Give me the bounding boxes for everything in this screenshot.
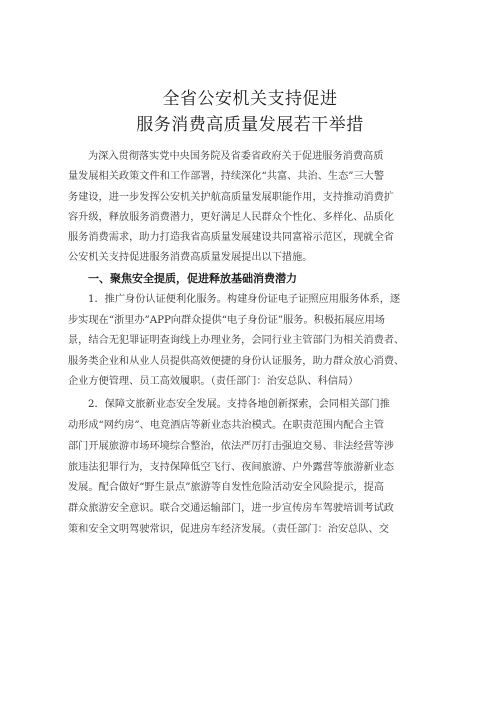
intro-line: 容升级，释放服务消费潜力，更好满足人民群众个性化、多样化、品质化 bbox=[68, 212, 394, 223]
item2-line: 2．保障文旅新业态安全发展。支持各地创新探索，会同相关部门推 bbox=[88, 399, 390, 410]
item1-line: 步实现在“浙里办”APP向群众提供“电子身份证”服务。积极拓展应用场 bbox=[68, 315, 385, 326]
intro-line: 务建设，进一步发挥公安机关护航高质量发展职能作用，支持推动消费扩 bbox=[68, 192, 394, 203]
section-heading: 一、聚焦安全提质，促进释放基础消费潜力 bbox=[88, 272, 297, 285]
item2-line: 旅违法犯罪行为，支持保障低空飞行、夜间旅游、户外露营等旅游新业态 bbox=[68, 462, 394, 473]
item1-line: 景，结合无犯罪证明查询线上办理业务，会同行业主管部门为相关消费者、 bbox=[68, 335, 405, 346]
item2-line: 发展。配合做好“野生景点”旅游等自发性危险活动安全风险提示，提高 bbox=[68, 482, 385, 493]
item2-line: 策和安全文明驾驶常识，促进房车经济发展。（责任部门：治安总队、交 bbox=[68, 524, 389, 535]
item2-line: 群众旅游安全意识。联合交通运输部门，进一步宣传房车驾驶培训考试政 bbox=[68, 503, 394, 514]
intro-line: 为深入贯彻落实党中央国务院及省委省政府关于促进服务消费高质 bbox=[88, 151, 384, 162]
intro-line: 公安机关支持促进服务消费高质量发展提出以下措施。 bbox=[68, 252, 313, 263]
intro-line: 服务消费需求，助力打造我省高质量发展建设共同富裕示范区，现就全省 bbox=[68, 232, 394, 243]
item1-line: 企业方便管理、员工高效履职。（责任部门：治安总队、科信局） bbox=[68, 376, 359, 387]
item1-line: 1．推广身份认证便利化服务。构建身份证电子证照应用服务体系，逐 bbox=[88, 294, 401, 305]
item2-line: 动形成“网约房”、电竞酒店等新业态共治模式。在职责范围内配合主管 bbox=[68, 420, 385, 431]
intro-line: 量发展相关政策文件和工作部署，持续深化“共富、共治、生态”三大警 bbox=[68, 171, 385, 182]
item1-line: 服务类企业和从业人员提供高效便捷的身份认证服务，助力群众放心消费、 bbox=[68, 356, 405, 367]
document-title-line2: 服务消费高质量发展若干举措 bbox=[136, 115, 364, 135]
document-title-line1: 全省公安机关支持促进 bbox=[162, 89, 338, 109]
item2-line: 部门开展旅游市场环境综合整治，依法严厉打击强迫交易、非法经营等涉 bbox=[68, 441, 394, 452]
